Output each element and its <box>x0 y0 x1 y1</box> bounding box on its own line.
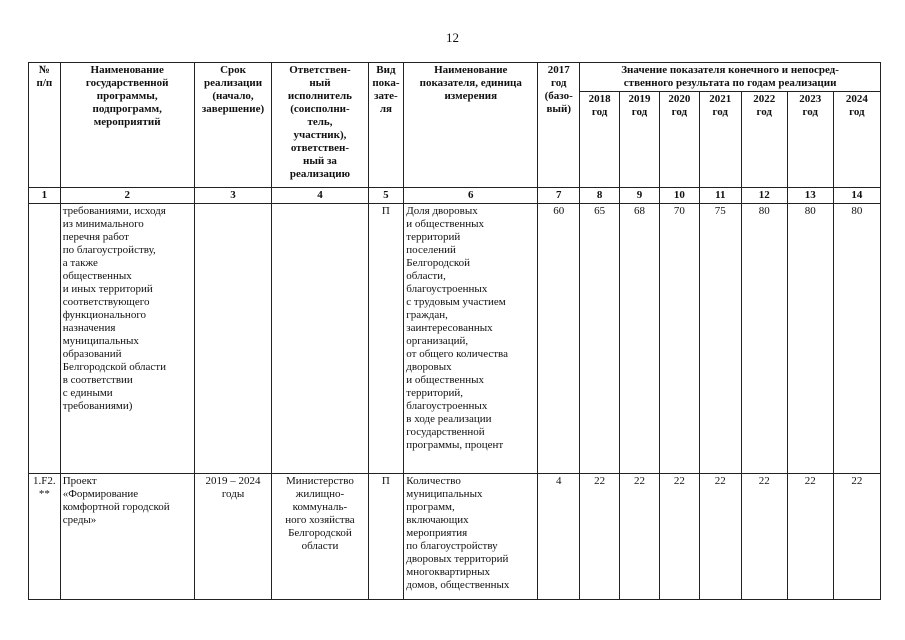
column-number: 6 <box>404 188 538 204</box>
header-year-2021: 2021 год <box>699 92 741 188</box>
row-value-2022: 80 <box>741 204 787 474</box>
header-base-year: 2017 год (базо- вый) <box>538 63 580 188</box>
row-indicator-name: Количество муниципальных программ, включающих мероприятия по благоустройству дворовых территорий многоквартирных домов, общественных <box>404 474 538 600</box>
header-year-2022: 2022 год <box>741 92 787 188</box>
column-number: 14 <box>833 188 880 204</box>
column-number: 3 <box>194 188 272 204</box>
row-base-value: 60 <box>538 204 580 474</box>
row-value-2021: 75 <box>699 204 741 474</box>
header-year-2019: 2019 год <box>620 92 660 188</box>
row-value-2020: 70 <box>659 204 699 474</box>
row-value-2021: 22 <box>699 474 741 600</box>
row-program-name: требованиями, исходя из минимального перечня работ по благоустройству, а также общественных и иных территорий соответствующего функционального назначения муниципальных образований Белгородской области в соответствии с едиными требованиями) <box>60 204 194 474</box>
row-num <box>29 204 61 474</box>
row-indicator-type: П <box>368 474 404 600</box>
header-year-2024: 2024 год <box>833 92 880 188</box>
header-year-2018: 2018 год <box>580 92 620 188</box>
page-number: 12 <box>446 30 459 45</box>
header-indicator-name: Наименование показателя, единица измерения <box>404 63 538 188</box>
row-base-value: 4 <box>538 474 580 600</box>
header-indicator-type: Вид пока- зате- ля <box>368 63 404 188</box>
header-year-group: Значение показателя конечного и непосред- ственного результата по годам реализации <box>580 63 881 92</box>
row-responsible <box>272 204 368 474</box>
column-number: 8 <box>580 188 620 204</box>
row-indicator-type: П <box>368 204 404 474</box>
header-responsible: Ответствен- ный исполнитель (соисполни- тель, участник), ответствен- ный за реализацию <box>272 63 368 188</box>
row-value-2018: 22 <box>580 474 620 600</box>
table-row <box>29 204 881 474</box>
row-value-2024: 22 <box>833 474 880 600</box>
column-number: 13 <box>787 188 833 204</box>
column-number: 4 <box>272 188 368 204</box>
row-value-2022: 22 <box>741 474 787 600</box>
row-value-2018: 65 <box>580 204 620 474</box>
header-year-2023: 2023 год <box>787 92 833 188</box>
row-value-2020: 22 <box>659 474 699 600</box>
column-number: 12 <box>741 188 787 204</box>
column-number: 9 <box>620 188 660 204</box>
column-number: 10 <box>659 188 699 204</box>
row-term: 2019 – 2024 годы <box>194 474 272 600</box>
column-number: 11 <box>699 188 741 204</box>
table-row <box>29 474 881 600</box>
column-number: 2 <box>60 188 194 204</box>
header-program-name: Наименование государственной программы, подпрограмм, мероприятий <box>60 63 194 188</box>
row-responsible: Министерство жилищно- коммуналь- ного хозяйства Белгородской области <box>272 474 368 600</box>
column-number: 1 <box>29 188 61 204</box>
row-value-2023: 80 <box>787 204 833 474</box>
header-term: Срок реализации (начало, завершение) <box>194 63 272 188</box>
row-program-name: Проект «Формирование комфортной городской среды» <box>60 474 194 600</box>
row-num: 1.F2. ** <box>29 474 61 600</box>
column-number: 7 <box>538 188 580 204</box>
header-num: № п/п <box>29 63 61 188</box>
row-value-2023: 22 <box>787 474 833 600</box>
row-value-2019: 22 <box>620 474 660 600</box>
row-indicator-name: Доля дворовых и общественных территорий поселений Белгородской области, благоустроенных с трудовым участием граждан, заинтересованных организаций, от общего количества дворовых и общественных территорий, благоустроенных в ходе реализации государственной программы, процент <box>404 204 538 474</box>
row-value-2024: 80 <box>833 204 880 474</box>
row-value-2019: 68 <box>620 204 660 474</box>
header-year-2020: 2020 год <box>659 92 699 188</box>
column-number: 5 <box>368 188 404 204</box>
row-term <box>194 204 272 474</box>
indicator-table <box>28 62 881 600</box>
